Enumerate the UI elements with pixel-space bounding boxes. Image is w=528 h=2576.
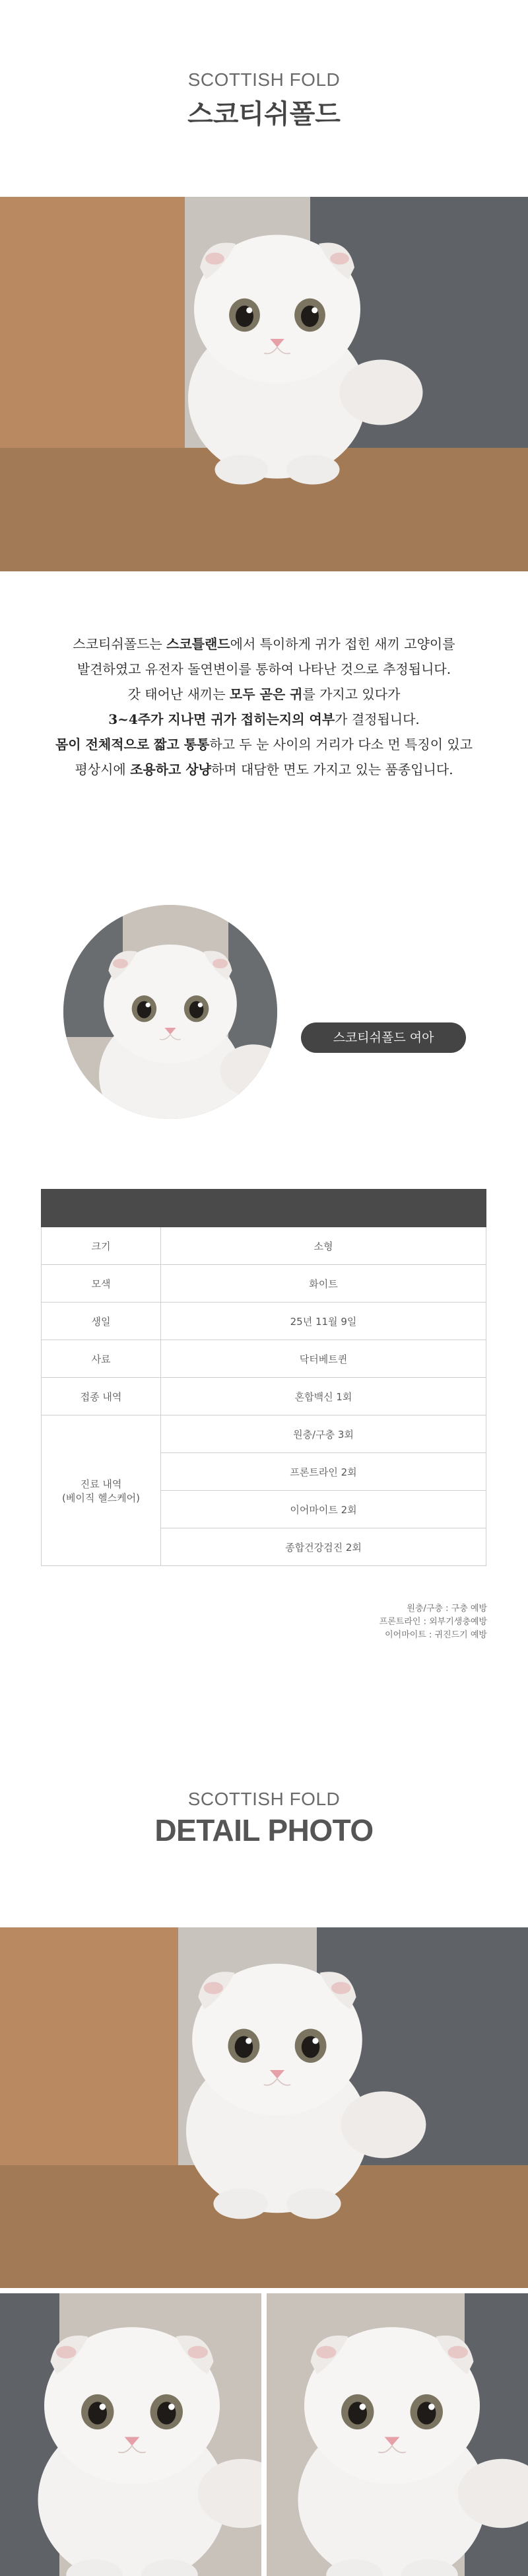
care-label <box>42 1415 161 1566</box>
description-text: 가 결정됩니다. <box>335 711 420 727</box>
table-row <box>42 1340 486 1378</box>
description-emphasis: 스코틀랜드 <box>166 636 230 652</box>
description-line <box>26 707 502 732</box>
table-row <box>42 1303 486 1340</box>
care-item: 프론트라인 2회 <box>161 1453 486 1491</box>
table-row <box>42 1265 486 1303</box>
kitten-name-badge: 스코티쉬폴드 여아 <box>301 1022 466 1053</box>
row-label: 모색 <box>42 1265 161 1303</box>
detail-title: DETAIL PHOTO <box>154 1813 374 1847</box>
hero-photo <box>0 197 528 571</box>
care-notes <box>380 1602 487 1642</box>
table-header-row <box>42 1190 486 1227</box>
breed-description <box>26 631 502 782</box>
table-row <box>42 1227 486 1265</box>
row-value: 화이트 <box>161 1265 486 1303</box>
hero-title: 스코티쉬폴드 <box>187 99 341 129</box>
description-text: 하고 두 눈 사이의 거리가 다소 먼 특징이 있고 <box>209 736 473 752</box>
care-item: 종합건강검진 2회 <box>161 1528 486 1566</box>
care-note: 원충/구충 : 구충 예방 <box>407 1604 487 1614</box>
description-emphasis: 모두 곧은 귀 <box>229 686 303 702</box>
description-text: 갓 태어난 새끼는 <box>127 686 230 702</box>
row-label: 생일 <box>42 1303 161 1340</box>
detail-heading <box>0 1789 528 1848</box>
description-text: 발견하였고 유전자 돌연변이를 통하여 나타난 것으로 추정됩니다. <box>77 661 451 677</box>
detail-photo-left <box>0 2293 261 2576</box>
description-emphasis: 조용하고 상냥 <box>130 762 211 777</box>
description-text: 스코티쉬폴드는 <box>73 636 167 652</box>
care-item: 원충/구충 3회 <box>161 1415 486 1453</box>
row-value: 소형 <box>161 1227 486 1265</box>
care-note: 프론트라인 : 외부기생충예방 <box>379 1617 487 1627</box>
description-text: 를 가지고 있다가 <box>302 686 401 702</box>
hero-heading <box>0 69 528 131</box>
description-text: 에서 특이하게 귀가 접힌 새끼 고양이를 <box>230 636 455 652</box>
care-label-sub: (베이직 헬스케어) <box>62 1491 140 1504</box>
detail-photo-main <box>0 1927 528 2288</box>
kitten-info-table <box>41 1189 486 1566</box>
description-line <box>26 732 502 757</box>
hero-eyebrow: SCOTTISH FOLD <box>187 69 341 90</box>
kitten-avatar <box>63 905 277 1119</box>
table-row <box>42 1378 486 1415</box>
row-value: 25년 11월 9일 <box>161 1303 486 1340</box>
description-line <box>26 682 502 707</box>
detail-eyebrow: SCOTTISH FOLD <box>187 1789 341 1809</box>
table-row <box>42 1415 486 1453</box>
care-label-main: 진료 내역 <box>80 1478 122 1490</box>
description-text: 평상시에 <box>75 762 131 777</box>
detail-photo-right <box>267 2293 528 2576</box>
row-label: 크기 <box>42 1227 161 1265</box>
row-value: 닥터베트퀸 <box>161 1340 486 1378</box>
row-label: 접종 내역 <box>42 1378 161 1415</box>
description-line <box>26 657 502 682</box>
care-note: 이어마이트 : 귀진드기 예방 <box>385 1630 487 1640</box>
description-emphasis: 3~4주가 지나면 귀가 접히는지의 여부 <box>108 711 335 727</box>
description-text: 하며 대담한 면도 가지고 있는 품종입니다. <box>211 762 453 777</box>
description-line <box>26 757 502 782</box>
row-value: 혼합백신 1회 <box>161 1378 486 1415</box>
row-label: 사료 <box>42 1340 161 1378</box>
description-line <box>26 631 502 657</box>
description-emphasis: 몸이 전체적으로 짧고 통통 <box>55 736 210 752</box>
care-item: 이어마이트 2회 <box>161 1491 486 1528</box>
